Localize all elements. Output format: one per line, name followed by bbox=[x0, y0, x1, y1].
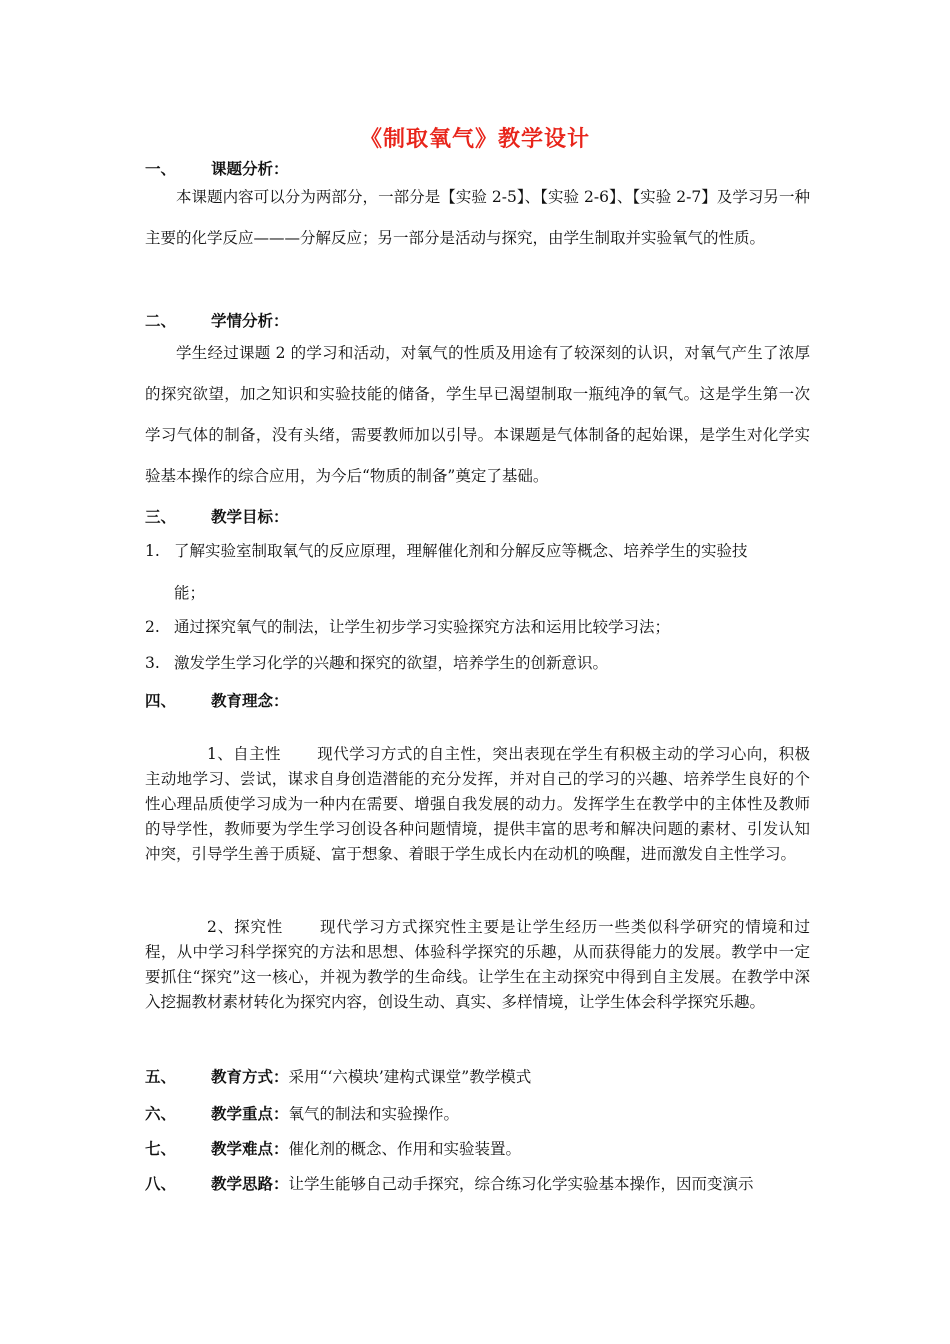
section-number: 二、 bbox=[145, 311, 177, 330]
goal-item-3 bbox=[145, 651, 810, 673]
goal-item-1-continuation: 能； bbox=[174, 584, 206, 602]
section-title: 课题分析： bbox=[211, 159, 289, 178]
concept-paragraph-1 bbox=[145, 742, 810, 867]
situation-paragraph: 学生经过课题 2 的学习和活动，对氧气的性质及用途有了较深刻的认识，对氧气产生了浓厚的探究欲望，加之知识和实验技能的储备，学生早已渴望制取一瓶纯净的氧气。这是学生第一次学习气体的制备，没有头绪，需要教师加以引导。本课题是气体制备的起始课，是学生对化学实验基本操作的综合应用，为今后“物质的制备”奠定了基础。 bbox=[145, 344, 810, 485]
section-heading-3 bbox=[145, 505, 289, 527]
goal-text: 激发学生学习化学的兴趣和探究的欲望，培养学生的创新意识。 bbox=[174, 654, 609, 672]
concept-paragraph-2 bbox=[145, 915, 810, 1015]
section-number: 八、 bbox=[145, 1174, 177, 1193]
analysis-paragraph: 本课题内容可以分为两部分，一部分是【实验 2-5】、【实验 2-6】、【实验 2-7】及学习另一种主要的化学反应———分解反应；另一部分是活动与探究，由学生制取并实验氧气的性质。 bbox=[145, 188, 810, 247]
section-title: 教学难点： bbox=[211, 1139, 289, 1158]
goal-item-2 bbox=[145, 615, 810, 637]
section-number: 五、 bbox=[145, 1067, 177, 1086]
goal-item-1 bbox=[145, 539, 810, 561]
section-text: 采用“‘六模块’建构式课堂”教学模式 bbox=[288, 1068, 532, 1086]
section-heading-7 bbox=[145, 1137, 521, 1159]
section-heading-1 bbox=[145, 157, 289, 179]
section-text: 让学生能够自己动手探究，综合练习化学实验基本操作，因而变演示 bbox=[288, 1175, 754, 1193]
concept-label: 1、自主性 bbox=[207, 745, 281, 763]
section-title: 教学重点： bbox=[211, 1104, 289, 1123]
section-title: 教育方式： bbox=[211, 1067, 289, 1086]
section-number: 四、 bbox=[145, 691, 177, 710]
concept-label: 2、探究性 bbox=[207, 918, 284, 936]
section-text: 催化剂的概念、作用和实验装置。 bbox=[288, 1140, 522, 1158]
section-text: 氧气的制法和实验操作。 bbox=[288, 1105, 460, 1123]
section-heading-5 bbox=[145, 1065, 531, 1087]
concept-text: 现代学习方式的自主性，突出表现在学生有积极主动的学习心向，积极主动地学习、尝试，谋求自身创造潜能的充分发挥，并对自己的学习的兴趣、培养学生良好的个性心理品质使学习成为一种内在需要、增强自我发展的动力。发挥学生在教学中的主体性及教师的导学性，教师要为学生学习创设各种问题情境，提供丰富的思考和解决问题的素材、引发认知冲突，引导学生善于质疑、富于想象、着眼于学生成长内在动机的唤醒，进而激发自主性学习。 bbox=[145, 745, 810, 863]
section-heading-2 bbox=[145, 309, 289, 331]
section-number: 七、 bbox=[145, 1139, 177, 1158]
document-title: 《制取氧气》教学设计 bbox=[359, 126, 590, 152]
section-title: 教学目标： bbox=[211, 507, 289, 526]
section-number: 六、 bbox=[145, 1104, 177, 1123]
section-title: 学情分析： bbox=[211, 311, 289, 330]
section-heading-8 bbox=[145, 1172, 754, 1194]
goal-number: 3. bbox=[145, 654, 160, 672]
goal-text: 了解实验室制取氧气的反应原理，理解催化剂和分解反应等概念、培养学生的实验技 bbox=[174, 542, 748, 560]
concept-text: 现代学习方式探究性主要是让学生经历一些类似科学研究的情境和过程，从中学习科学探究的方法和思想、体验科学探究的乐趣，从而获得能力的发展。教学中一定要抓住“探究”这一核心，并视为教学的生命线。让学生在主动探究中得到自主发展。在教学中深入挖掘教材素材转化为探究内容，创设生动、真实、多样情境，让学生体会科学探究乐趣。 bbox=[145, 918, 810, 1011]
goal-number: 1. bbox=[145, 542, 160, 560]
section-number: 一、 bbox=[145, 159, 177, 178]
section-title: 教学思路： bbox=[211, 1174, 289, 1193]
goal-number: 2. bbox=[145, 618, 160, 636]
goal-text: 通过探究氧气的制法，让学生初步学习实验探究方法和运用比较学习法； bbox=[174, 618, 671, 636]
section-title: 教育理念： bbox=[211, 691, 289, 710]
section-heading-4 bbox=[145, 689, 289, 711]
section-heading-6 bbox=[145, 1102, 459, 1124]
section-number: 三、 bbox=[145, 507, 177, 526]
